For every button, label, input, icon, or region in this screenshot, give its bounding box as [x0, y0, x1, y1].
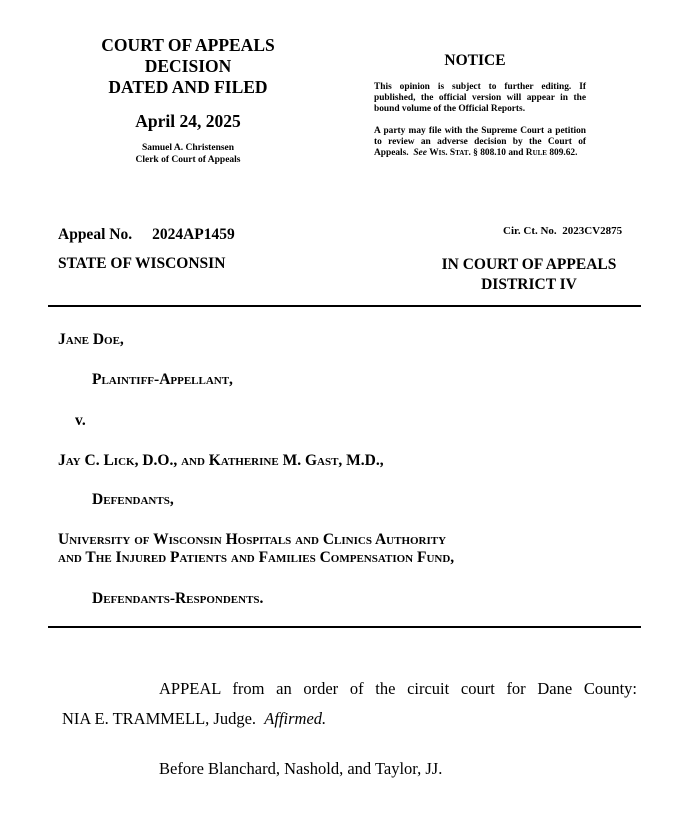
decision-date: April 24, 2025	[135, 111, 241, 131]
notice-paragraph-1: This opinion is subject to further editing. If published, the official version will appear in the bound volume of the Official Reports.	[374, 82, 586, 115]
notice-title: NOTICE	[444, 52, 506, 69]
court-district-block	[420, 255, 638, 295]
clerk-block	[78, 142, 298, 166]
notice-p2-start: A party may file with the Supreme Court a petition to review an adverse decision by the Court of Appeals.	[374, 125, 586, 159]
plaintiff-role: Plaintiff-Appellant,	[92, 371, 233, 388]
notice-text	[374, 82, 586, 159]
notice-section: § 808.10 and	[473, 148, 524, 159]
plaintiff-name: Jane Doe,	[58, 331, 124, 348]
versus: v.	[75, 412, 86, 429]
appeal-number: 2024AP1459	[152, 226, 235, 243]
judge-name: NIA E. TRAMMELL, Judge.	[62, 709, 257, 728]
court-line-2: DECISION	[144, 56, 232, 76]
state-name: STATE OF WISCONSIN	[58, 255, 226, 272]
notice-statute: Wis. Stat.	[429, 148, 471, 159]
appeal-paragraph	[62, 678, 637, 730]
appeal-line-2	[62, 708, 637, 730]
clerk-name: Samuel A. Christensen	[141, 143, 235, 153]
notice-paragraph-2	[374, 126, 586, 160]
top-divider	[48, 305, 641, 307]
respondents-line-2: and The Injured Patients and Families Compensation Fund,	[58, 549, 455, 566]
bottom-divider	[48, 626, 641, 628]
circuit-label: Cir. Ct. No.	[503, 225, 557, 237]
defendants-role: Defendants,	[92, 491, 174, 508]
circuit-number: 2023CV2875	[562, 225, 623, 237]
court-line-3: DATED AND FILED	[108, 77, 268, 97]
appeal-number-line	[58, 226, 235, 244]
court-decision-block	[78, 35, 298, 166]
district-name: DISTRICT IV	[481, 276, 577, 293]
court-line-1: COURT OF APPEALS	[101, 35, 275, 55]
panel-line: Before Blanchard, Nashold, and Taylor, JJ.	[159, 759, 443, 778]
clerk-title: Clerk of Court of Appeals	[135, 155, 241, 165]
respondents-line-1: University of Wisconsin Hospitals and Clinics Authority	[58, 531, 447, 548]
circuit-court-number-line	[503, 225, 622, 237]
notice-rule: Rule	[525, 148, 547, 159]
disposition: Affirmed.	[264, 709, 327, 728]
defendants-names: Jay C. Lick, D.O., and Katherine M. Gast, M.D.,	[58, 452, 384, 469]
notice-p2-end: 809.62.	[549, 148, 578, 159]
appeal-label: Appeal No.	[58, 226, 133, 243]
notice-see: See	[413, 148, 427, 159]
appeal-line-1: APPEAL from an order of the circuit court for Dane County:	[159, 679, 637, 698]
respondents-role: Defendants-Respondents.	[92, 590, 264, 607]
court-name: IN COURT OF APPEALS	[441, 256, 617, 273]
